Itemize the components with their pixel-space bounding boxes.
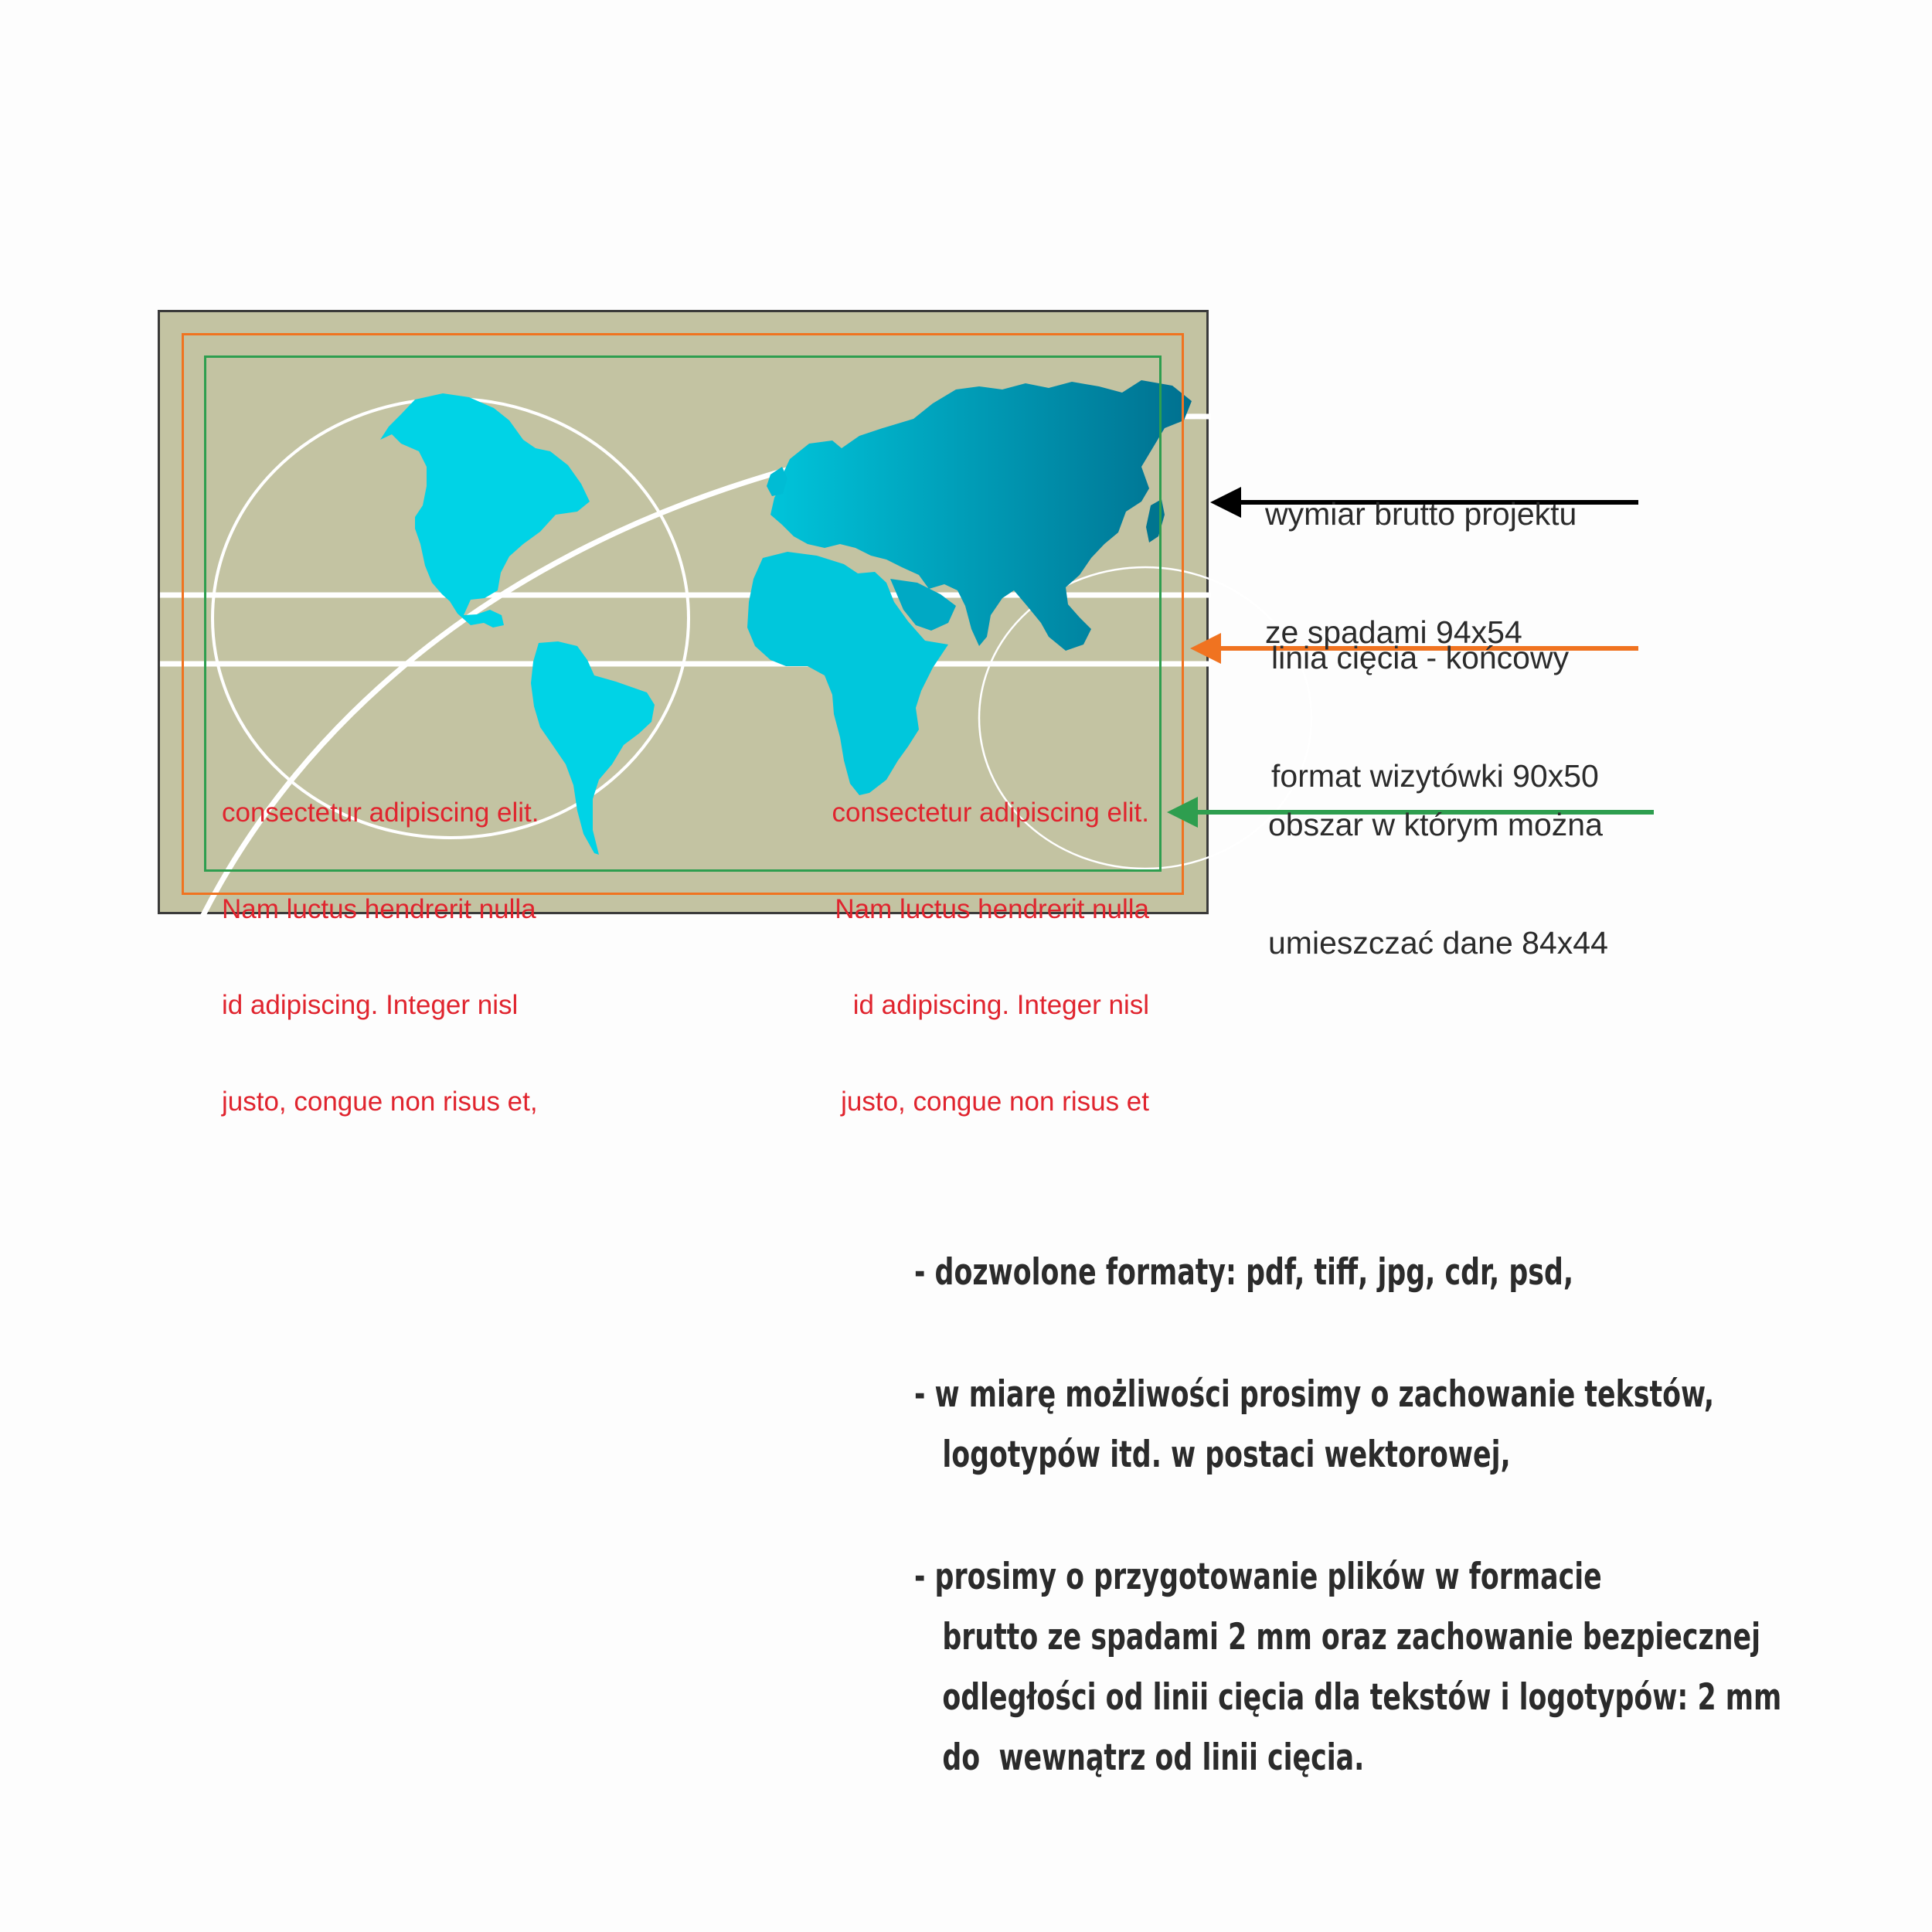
sample-text-line: consectetur adipiscing elit.	[832, 798, 1149, 828]
annotation-line: obszar w którym można	[1268, 807, 1603, 842]
annotation-line: linia cięcia - końcowy	[1271, 640, 1570, 675]
sample-text-line: Nam luctus hendrerit nulla	[835, 893, 1149, 924]
annotation-line: umieszczać dane 84x44	[1268, 925, 1608, 961]
sample-text-line: justo, congue non risus et,	[222, 1086, 538, 1117]
note-vector-line-2: logotypów itd. w postaci wektorowej,	[914, 1434, 1511, 1476]
note-bleed-line-2: brutto ze spadami 2 mm oraz zachowanie bezpiecznej	[914, 1616, 1761, 1658]
sample-text-line: consectetur adipiscing elit.	[222, 798, 539, 828]
note-vector-line-1: - w miarę możliwości prosimy o zachowanie tekstów,	[914, 1373, 1715, 1416]
note-bleed-line-1: - prosimy o przygotowanie plików w formacie	[914, 1556, 1602, 1598]
note-bleed-line-4: do wewnątrz od linii cięcia.	[914, 1736, 1365, 1779]
note-bleed-line-3: odległości od linii cięcia dla tekstów i logotypów: 2 mm	[914, 1676, 1782, 1719]
sample-text-line: justo, congue non risus et	[841, 1086, 1149, 1117]
annotation-line: wymiar brutto projektu	[1265, 496, 1577, 532]
annotation-line: format wizytówki 90x50	[1271, 758, 1599, 794]
annotation-line: ze spadami 94x54	[1265, 614, 1522, 650]
sample-text-line: Nam luctus hendrerit nulla	[222, 893, 536, 924]
note-formats: - dozwolone formaty: pdf, tiff, jpg, cdr, psd,	[914, 1251, 1574, 1294]
annotation-safe-area-size	[1268, 726, 1608, 1002]
sample-text-line: id adipiscing. Integer nisl	[852, 990, 1149, 1020]
file-requirements-notes	[914, 1243, 1781, 1788]
sample-text-line: id adipiscing. Integer nisl	[222, 990, 519, 1020]
